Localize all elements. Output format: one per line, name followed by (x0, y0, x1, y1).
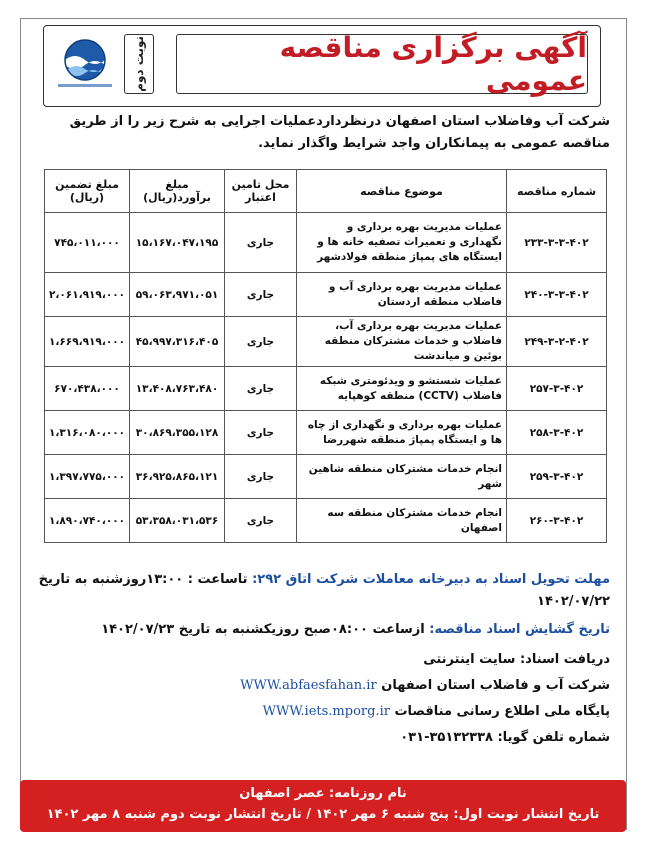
tender-estimate: ۵۹،۰۶۳،۹۷۱،۰۵۱ (130, 273, 225, 317)
deadline-line (37, 569, 610, 613)
tender-guarantee: ۶۷۰،۴۳۸،۰۰۰ (45, 367, 130, 411)
table-row (45, 411, 607, 455)
tender-estimate: ۱۳،۴۰۸،۷۶۳،۴۸۰ (130, 367, 225, 411)
tender-number: ۲۴۰-۳-۳-۴۰۲ (507, 273, 607, 317)
table-row (45, 499, 607, 543)
tender-funding: جاری (225, 455, 297, 499)
national-site-label: پایگاه ملی اطلاع رسانی مناقصات (394, 704, 610, 719)
opening-line (37, 619, 610, 641)
company-site-link[interactable]: WWW.abfaesfahan.ir (240, 678, 377, 693)
tender-number: ۲۶۰-۳-۴۰۲ (507, 499, 607, 543)
tender-number: ۲۵۹-۳-۴۰۲ (507, 455, 607, 499)
table-header-row (45, 170, 607, 213)
table-row (45, 455, 607, 499)
tender-guarantee: ۱،۳۱۶،۰۸۰،۰۰۰ (45, 411, 130, 455)
tender-number: ۲۵۸-۳-۴۰۲ (507, 411, 607, 455)
col-guarantee: مبلغ تضمین (ریال) (45, 170, 130, 213)
company-site-line (37, 675, 610, 697)
phone-label: شماره تلفن گویا: (497, 730, 610, 745)
col-funding: محل تامین اعتبار (225, 170, 297, 213)
tenders-table (44, 169, 607, 543)
tender-subject: عملیات بهره برداری و نگهداری از چاه ها و ایستگاه پمپاژ منطقه شهررضا (297, 411, 507, 455)
opening-label: تاریخ گشایش اسناد مناقصه: (429, 622, 610, 637)
publication-footer (20, 780, 626, 832)
header-box (43, 25, 601, 107)
tender-subject: عملیات شستشو و ویدئومتری شبکه فاضلاب (CCTV) منطقه کوهپایه (297, 367, 507, 411)
tender-subject: عملیات مدیریت بهره برداری آب و فاضلاب منطقه اردستان (297, 273, 507, 317)
tender-guarantee: ۷۴۵،۰۱۱،۰۰۰ (45, 213, 130, 273)
col-subject: موضوع مناقصه (297, 170, 507, 213)
company-site-label: شرکت آب و فاضلاب استان اصفهان (381, 678, 610, 693)
tender-funding: جاری (225, 317, 297, 367)
tender-guarantee: ۱،۶۶۹،۹۱۹،۰۰۰ (45, 317, 130, 367)
advertisement-page (20, 18, 627, 830)
publication-dates: تاریخ انتشار نوبت اول: پنج شنبه ۶ مهر ۱۴۰۲ / تاریخ انتشار نوبت دوم شنبه ۸ مهر ۱۴۰۲ (46, 807, 600, 822)
tender-guarantee: ۲،۰۶۱،۹۱۹،۰۰۰ (45, 273, 130, 317)
receive-value: سایت اینترنتی (423, 652, 516, 667)
deadline-value: تاساعت : ۱۳:۰۰روزشنبه به تاریخ ۱۴۰۲/۰۷/۲۲ (38, 572, 610, 609)
tender-funding: جاری (225, 499, 297, 543)
tender-funding: جاری (225, 273, 297, 317)
intro-paragraph: شرکت آب وفاضلاب استان اصفهان درنظرداردعملیات اجرایی به شرح زیر را از طریق مناقصه عمومی به پیمانکاران واجد شرایط واگذار نماید. (69, 114, 610, 151)
tender-guarantee: ۱،۳۹۷،۷۷۵،۰۰۰ (45, 455, 130, 499)
tender-funding: جاری (225, 411, 297, 455)
phone-value: ۳۵۱۳۲۳۳۸-۰۳۱ (400, 730, 493, 745)
col-tender-number: شماره مناقصه (507, 170, 607, 213)
issue-stamp-label: نوبت دوم (132, 36, 146, 92)
receive-label: دریافت اسناد: (519, 652, 610, 667)
table-row (45, 367, 607, 411)
issue-stamp (124, 34, 154, 94)
table-row (45, 273, 607, 317)
opening-value: ازساعت ۰۸:۰۰صبح روزیکشنبه به تاریخ ۱۴۰۲/۰۷/۲۳ (101, 622, 425, 637)
tender-funding: جاری (225, 367, 297, 411)
tender-number: ۲۳۳-۳-۳-۴۰۲ (507, 213, 607, 273)
tender-estimate: ۱۵،۱۶۷،۰۴۷،۱۹۵ (130, 213, 225, 273)
tender-estimate: ۴۵،۹۹۷،۳۱۶،۴۰۵ (130, 317, 225, 367)
tender-funding: جاری (225, 213, 297, 273)
tender-subject: انجام خدمات مشترکان منطقه شاهین شهر (297, 455, 507, 499)
page-title: آگهی برگزاری مناقصه عمومی (176, 34, 588, 94)
table-row (45, 213, 607, 273)
col-estimate: مبلغ برآورد(ریال) (130, 170, 225, 213)
newspaper-name: نام روزنامه: عصر اصفهان (239, 786, 407, 801)
tender-estimate: ۵۳،۳۵۸،۰۳۱،۵۳۶ (130, 499, 225, 543)
tender-estimate: ۳۶،۹۲۵،۸۶۵،۱۲۱ (130, 455, 225, 499)
tender-subject: عملیات مدیریت بهره برداری و نگهداری و تعمیرات تصفیه خانه ها و ایستگاه های پمپاژ منطقه فولادشهر (297, 213, 507, 273)
tender-estimate: ۳۰،۸۶۹،۳۵۵،۱۲۸ (130, 411, 225, 455)
phone-line (37, 727, 610, 749)
water-company-logo-icon (54, 33, 116, 95)
national-site-line (37, 701, 610, 723)
tender-guarantee: ۱،۸۹۰،۷۴۰،۰۰۰ (45, 499, 130, 543)
tender-subject: انجام خدمات مشترکان منطقه سه اصفهان (297, 499, 507, 543)
tender-subject: عملیات مدیریت بهره برداری آب، فاضلاب و خدمات مشترکان منطقه بوئین و میاندشت (297, 317, 507, 367)
table-row (45, 317, 607, 367)
deadline-label: مهلت تحویل اسناد به دبیرخانه معاملات شرکت اتاق ۲۹۲: (252, 572, 610, 587)
tender-number: ۲۴۹-۳-۲-۴۰۲ (507, 317, 607, 367)
national-site-link[interactable]: WWW.iets.mporg.ir (262, 704, 390, 719)
receive-line (37, 649, 610, 671)
tender-number: ۲۵۷-۳-۴۰۲ (507, 367, 607, 411)
